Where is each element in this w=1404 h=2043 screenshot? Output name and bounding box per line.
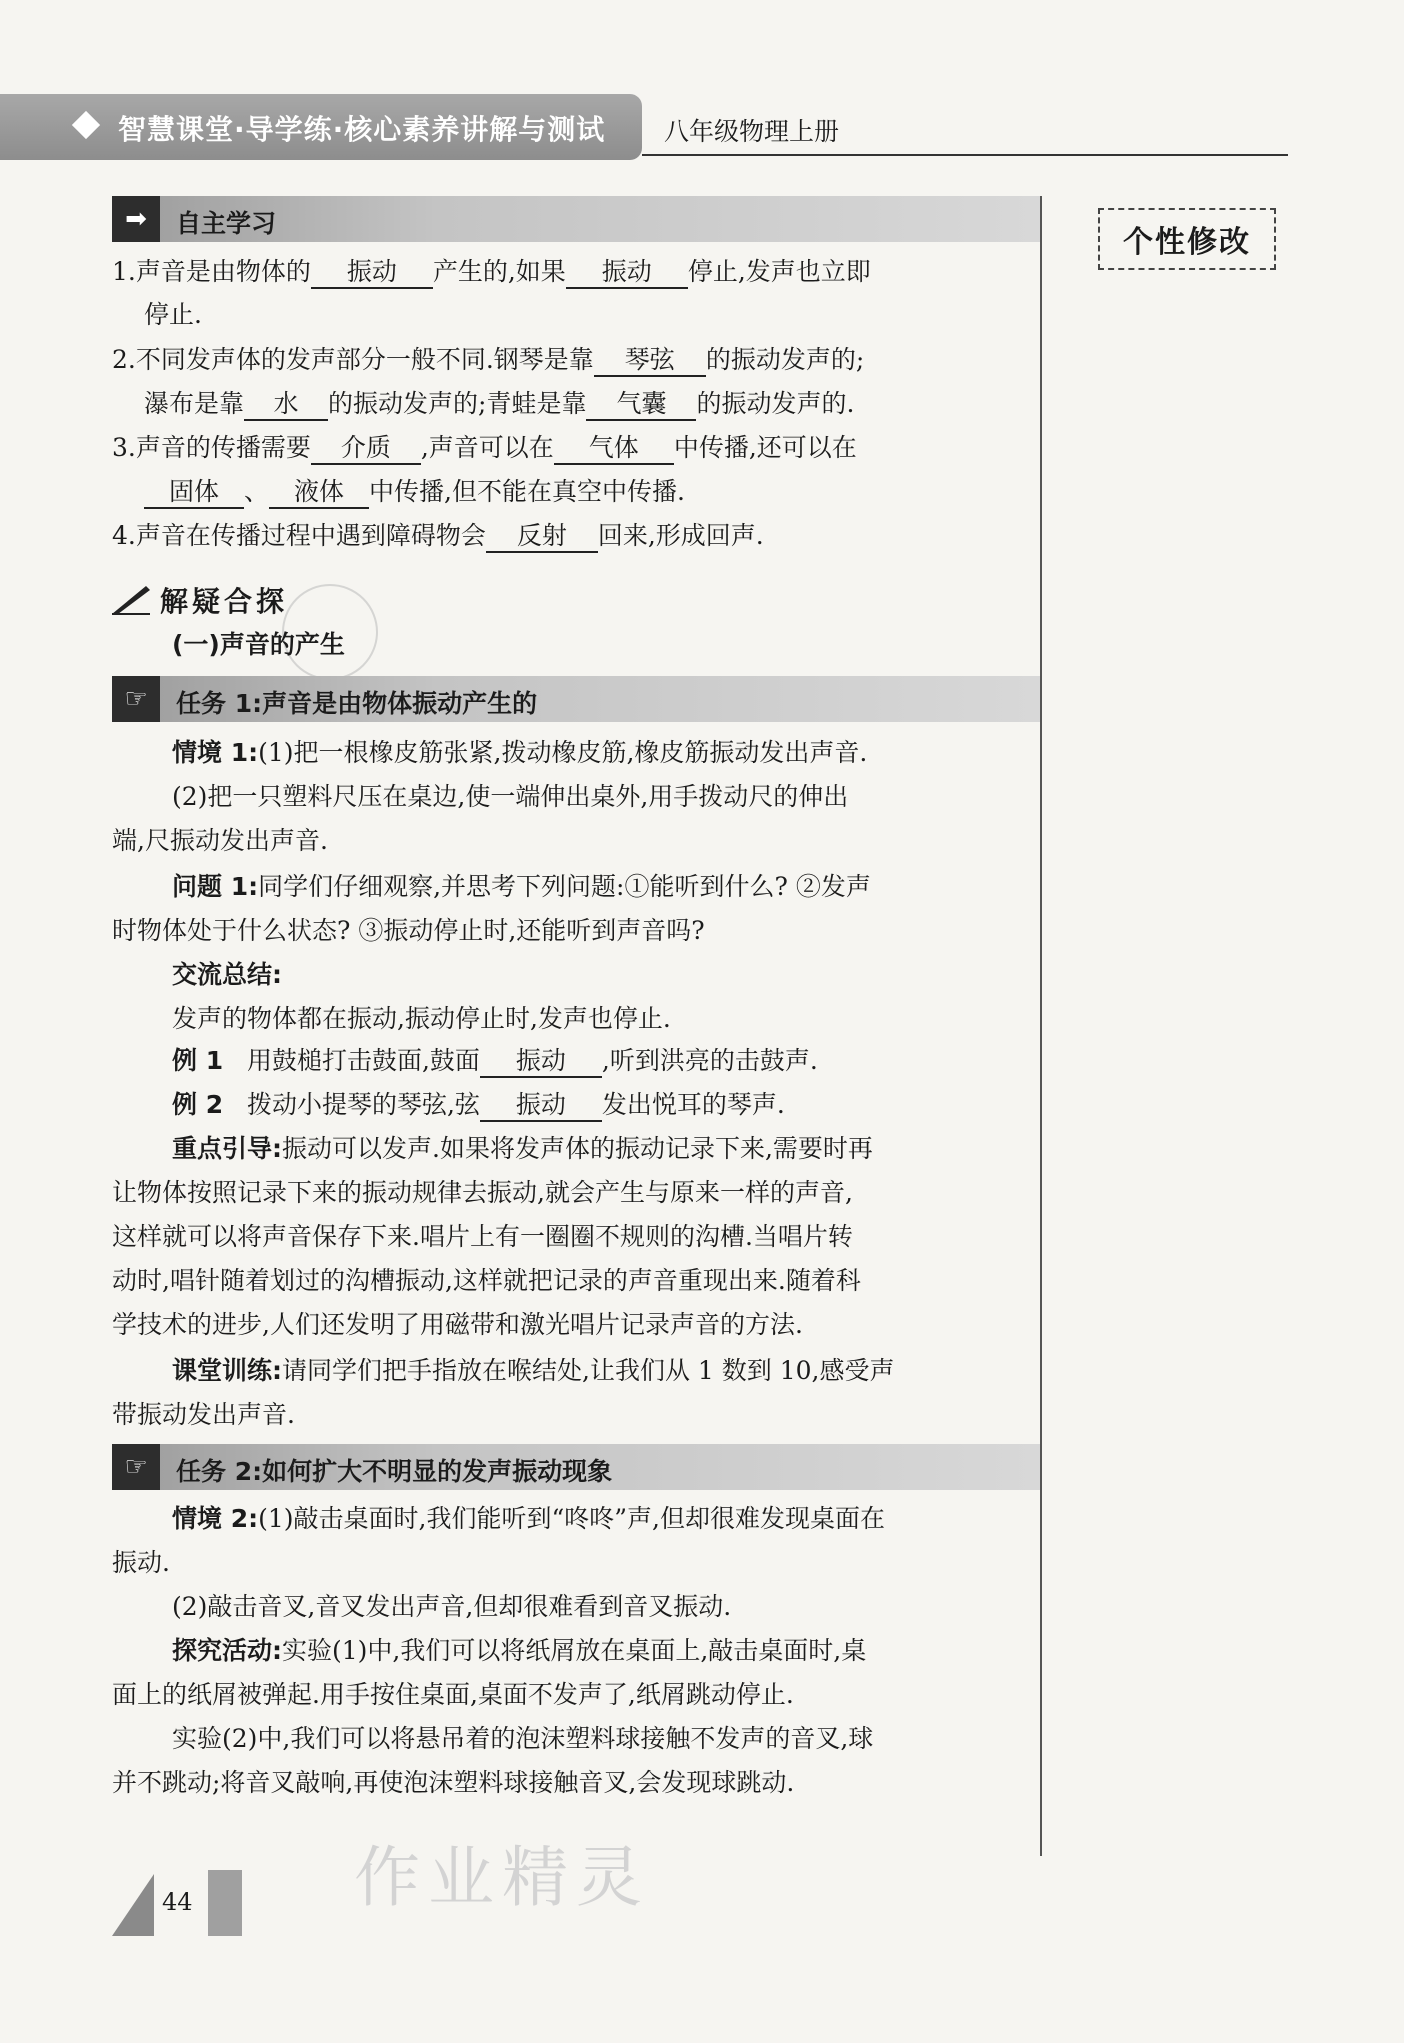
watermark: 作业精灵 <box>354 1839 650 1916</box>
margin-notes-label: 个性修改 <box>1098 208 1276 270</box>
question-1-prompt-line-2: 时物体处于什么状态? ③振动停止时,还能听到声音吗? <box>112 916 705 945</box>
scenario-1-line-3: 端,尺振动发出声音. <box>112 826 328 855</box>
arrow-right-icon: ➡ <box>112 196 160 242</box>
pencil-icon <box>110 582 152 616</box>
answer-blank: 振动 <box>566 257 688 289</box>
task-2-heading: 任务 2:如何扩大不明显的发声振动现象 <box>176 1457 613 1486</box>
scenario-2-line-3: (2)敲击音叉,音叉发出声音,但却很难看到音叉振动. <box>172 1592 732 1621</box>
key-guide-line-5: 学技术的进步,人们还发明了用磁带和激光唱片记录声音的方法. <box>112 1310 803 1339</box>
self-study-heading: 自主学习 <box>176 209 277 238</box>
example-1: 例 1 用鼓槌打击鼓面,鼓面 振动 ,听到洪亮的击鼓声. <box>172 1044 818 1078</box>
answer-blank: 介质 <box>311 433 421 465</box>
question-2-line-2: 瀑布是靠 水 的振动发声的;青蛙是靠 气囊 的振动发声的. <box>144 387 854 421</box>
scenario-2-line-1: 情境 2:(1)敲击桌面时,我们能听到“咚咚”声,但却很难发现桌面在 <box>172 1504 885 1533</box>
answer-blank: 水 <box>244 389 328 421</box>
subsection-title: (一)声音的产生 <box>172 630 345 659</box>
answer-blank: 琴弦 <box>594 345 706 377</box>
answer-blank: 固体 <box>144 477 244 509</box>
pointing-hand-icon: ☞ <box>112 1444 160 1490</box>
question-1-line-2: 停止. <box>144 300 202 329</box>
scenario-1-line-2: (2)把一只塑料尺压在桌边,使一端伸出桌外,用手拨动尺的伸出 <box>172 782 849 811</box>
summary-label: 交流总结: <box>172 960 282 989</box>
answer-blank: 振动 <box>311 257 433 289</box>
key-guide-line-4: 动时,唱针随着划过的沟槽振动,这样就把记录的声音重现出来.随着科 <box>112 1266 861 1295</box>
answer-blank: 反射 <box>486 521 598 553</box>
book-subtitle: 八年级物理上册 <box>664 117 840 146</box>
answer-blank: 气体 <box>554 433 674 465</box>
question-1-prompt-line-1: 问题 1:同学们仔细观察,并思考下列问题:①能听到什么? ②发声 <box>172 872 871 901</box>
class-training-line-2: 带振动发出声音. <box>112 1400 295 1429</box>
activity-line-1: 探究活动:实验(1)中,我们可以将纸屑放在桌面上,敲击桌面时,桌 <box>172 1636 867 1665</box>
explore-heading: 解疑合探 <box>160 585 289 618</box>
pointing-hand-icon: ☞ <box>112 676 160 722</box>
task-1-heading: 任务 1:声音是由物体振动产生的 <box>176 689 538 718</box>
activity-line-2: 面上的纸屑被弹起.用手按住桌面,桌面不发声了,纸屑跳动停止. <box>112 1680 794 1709</box>
activity-line-4: 并不跳动;将音叉敲响,再使泡沫塑料球接触音叉,会发现球跳动. <box>112 1768 795 1797</box>
question-3-line-1: 3.声音的传播需要 介质 ,声音可以在 气体 中传播,还可以在 <box>112 431 857 465</box>
answer-blank: 气囊 <box>586 389 696 421</box>
key-guide-line-1: 重点引导:振动可以发声.如果将发声体的振动记录下来,需要时再 <box>172 1134 873 1163</box>
scenario-1-line-1: 情境 1:(1)把一根橡皮筋张紧,拨动橡皮筋,橡皮筋振动发出声音. <box>172 738 868 767</box>
answer-blank: 振动 <box>480 1046 602 1078</box>
class-training-line-1: 课堂训练:请同学们把手指放在喉结处,让我们从 1 数到 10,感受声 <box>172 1356 895 1385</box>
scenario-2-line-2: 振动. <box>112 1548 170 1577</box>
key-guide-line-3: 这样就可以将声音保存下来.唱片上有一圈圈不规则的沟槽.当唱片转 <box>112 1222 853 1251</box>
book-series-title: 智慧课堂·导学练·核心素养讲解与测试 <box>118 113 606 146</box>
question-2-line-1: 2.不同发声体的发声部分一般不同.钢琴是靠 琴弦 的振动发声的; <box>112 343 864 377</box>
key-guide-line-2: 让物体按照记录下来的振动规律去振动,就会产生与原来一样的声音, <box>112 1178 853 1207</box>
question-3-line-2: 固体 、 液体 中传播,但不能在真空中传播. <box>144 475 685 509</box>
summary-text: 发声的物体都在振动,振动停止时,发声也停止. <box>172 1004 671 1033</box>
question-1-line-1: 1.声音是由物体的 振动 产生的,如果 振动 停止,发声也立即 <box>112 255 871 289</box>
column-divider <box>1040 196 1042 1856</box>
page-number: 44 <box>162 1888 193 1916</box>
answer-blank: 振动 <box>480 1090 602 1122</box>
page-tab-decoration <box>208 1870 242 1936</box>
page-corner-decoration <box>112 1874 154 1936</box>
example-2: 例 2 拨动小提琴的琴弦,弦 振动 发出悦耳的琴声. <box>172 1088 785 1122</box>
question-4: 4.声音在传播过程中遇到障碍物会 反射 回来,形成回声. <box>112 519 764 553</box>
activity-line-3: 实验(2)中,我们可以将悬吊着的泡沫塑料球接触不发声的音叉,球 <box>172 1724 874 1753</box>
answer-blank: 液体 <box>269 477 369 509</box>
header-rule <box>642 154 1288 156</box>
